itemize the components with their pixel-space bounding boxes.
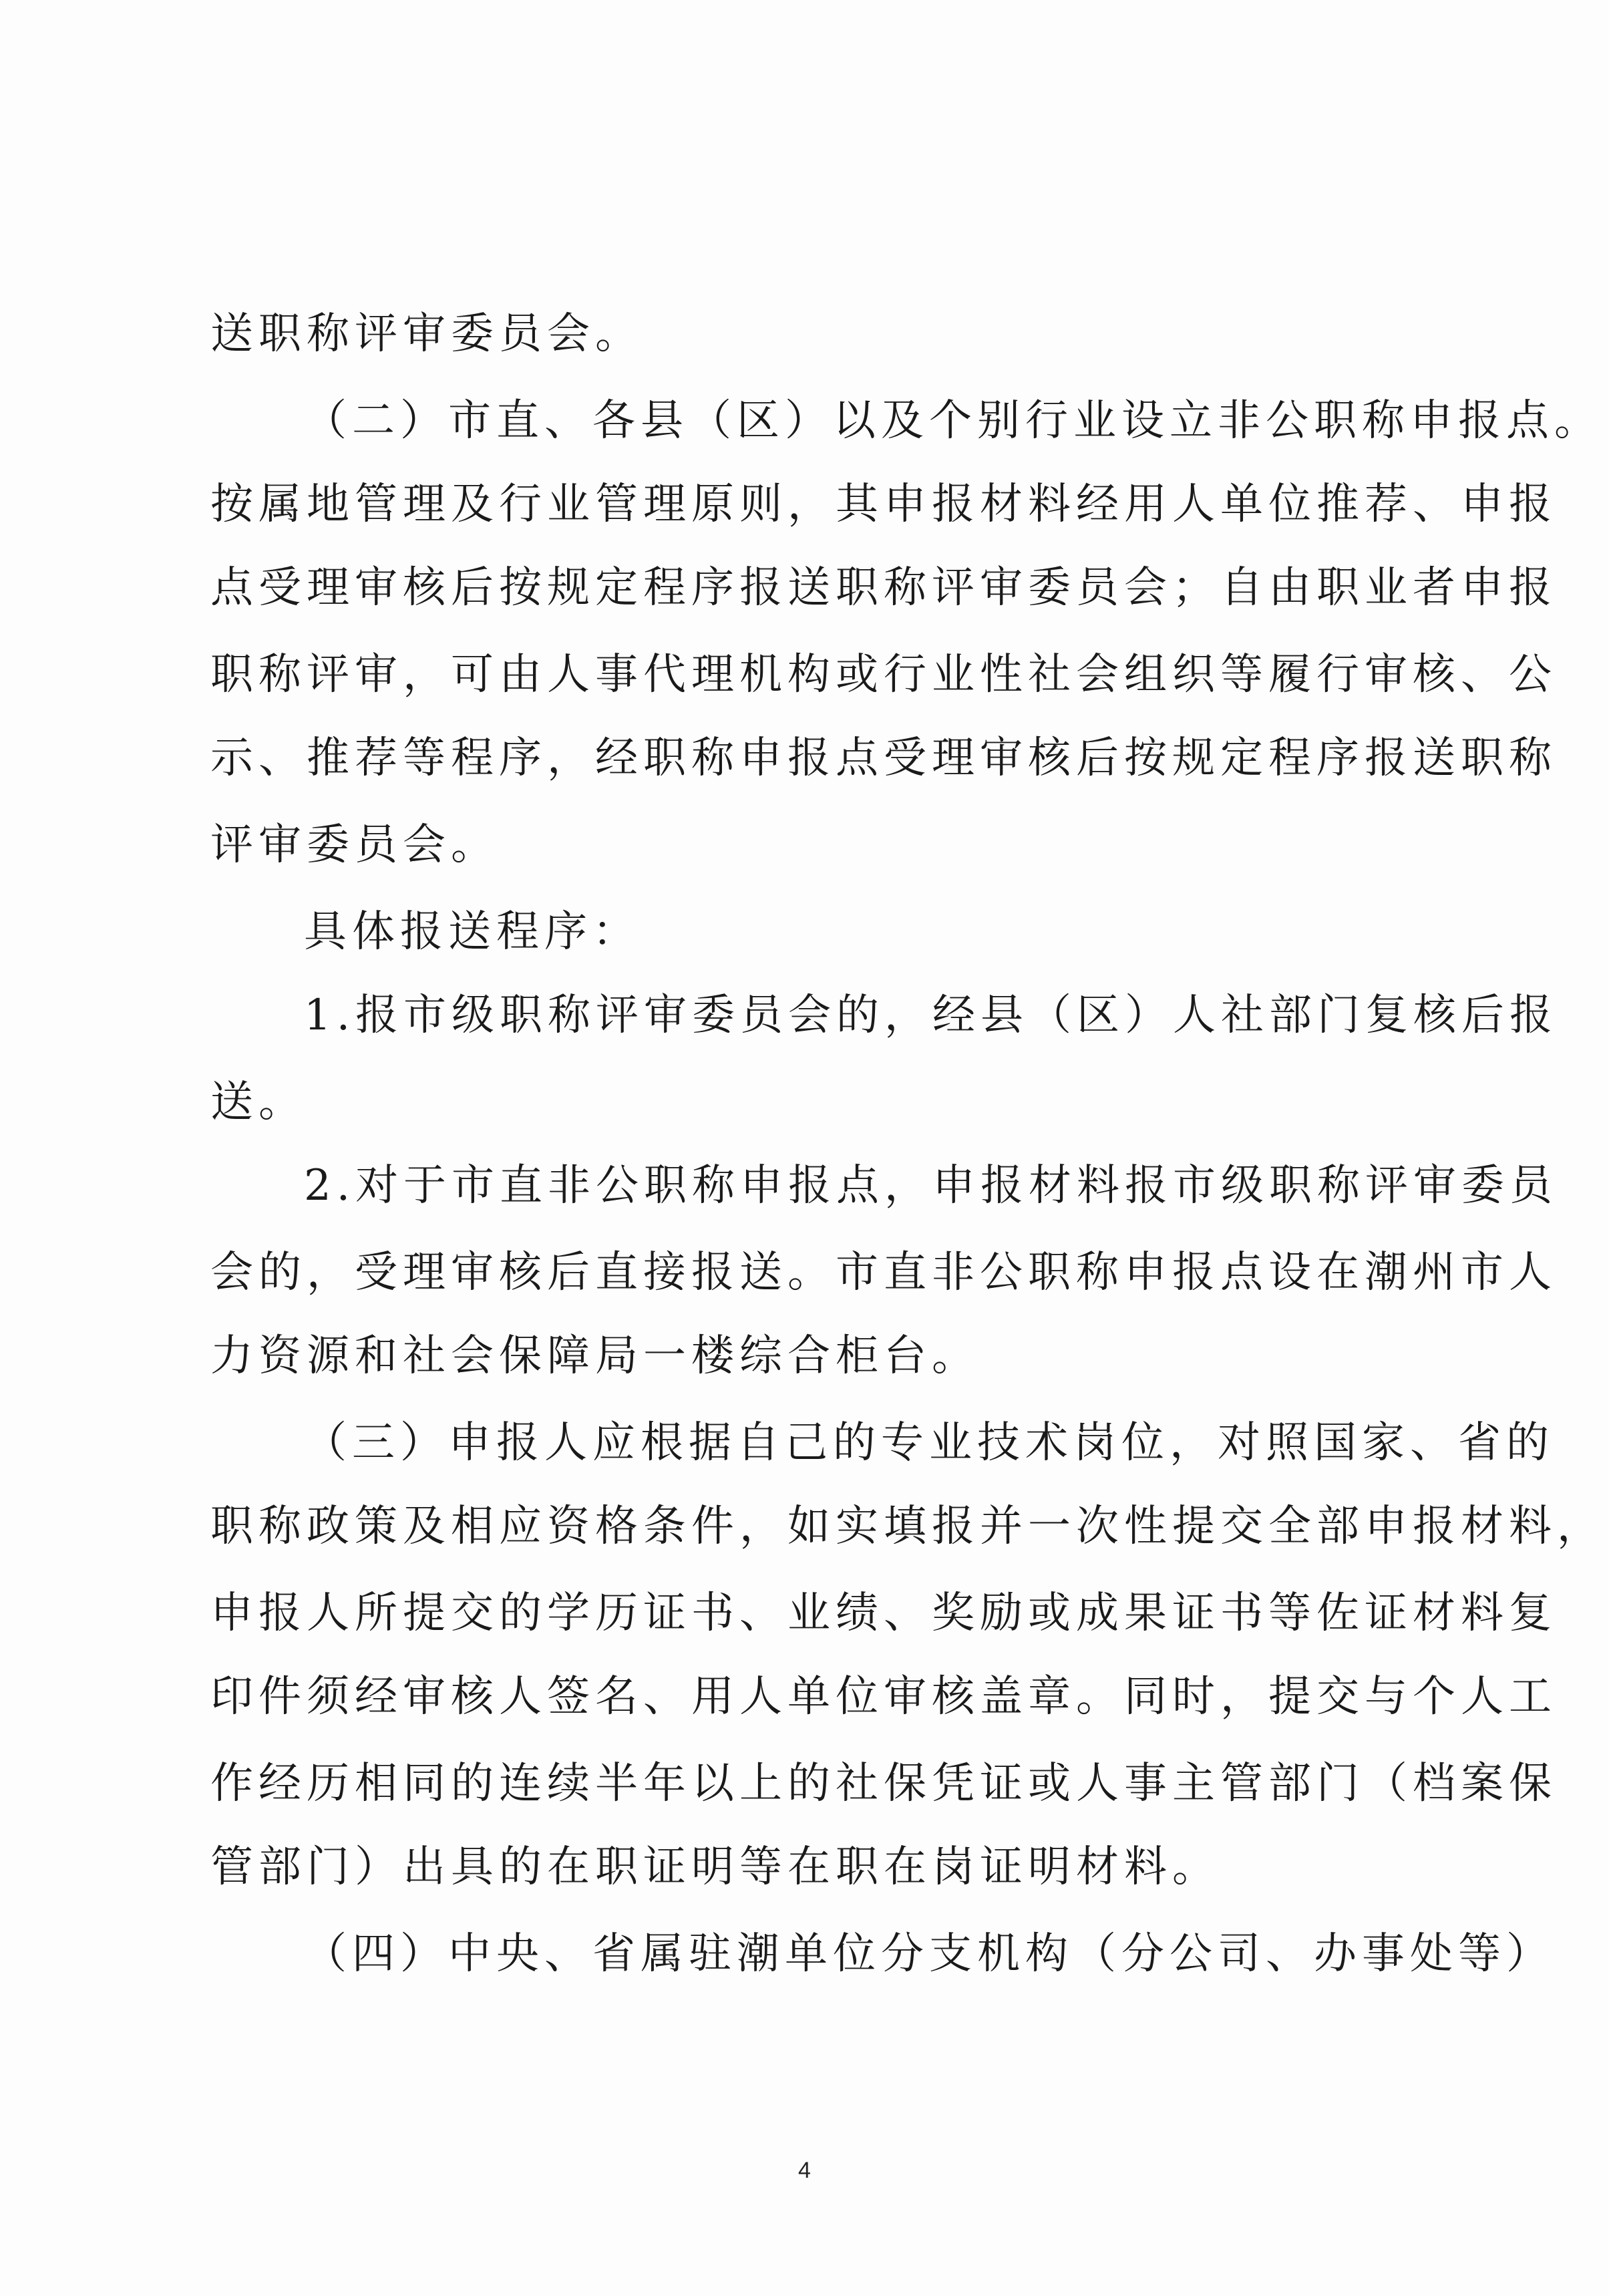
text-line: 职称评审，可由人事代理机构或行业性社会组织等履行审核、公 [210,650,1557,699]
text-line: 点受理审核后按规定程序报送职称评审委员会；自由职业者申报 [210,563,1557,613]
text-line: 印件须经审核人签名、用人单位审核盖章。同时，提交与个人工 [210,1672,1557,1721]
text-line: 送。 [210,1078,307,1127]
text-line: 具体报送程序： [304,907,641,957]
text-line: 送职称评审委员会。 [210,309,643,359]
text-line: 职称政策及相应资格条件，如实填报并一次性提交全部申报材料， [210,1502,1605,1551]
text-line: （三）申报人应根据自己的专业技术岗位，对照国家、省的 [304,1418,1554,1468]
text-line: 管部门）出具的在职证明等在职在岗证明材料。 [210,1842,1220,1892]
text-line: （二）市直、各县（区）以及个别行业设立非公职称申报点。 [304,396,1602,446]
text-line: 会的，受理审核后直接报送。市直非公职称申报点设在潮州市人 [210,1248,1557,1297]
text-line: 作经历相同的连续半年以上的社保凭证或人事主管部门（档案保 [210,1759,1557,1808]
text-line: 示、推荐等程序，经职称申报点受理审核后按规定程序报送职称 [210,733,1557,783]
text-line: 1.报市级职称评审委员会的，经县（区）人社部门复核后报 [304,991,1558,1040]
text-line: 评审委员会。 [210,820,499,870]
text-line: 力资源和社会保障局一楼综合柜台。 [210,1331,980,1381]
text-line: 申报人所提交的学历证书、业绩、奖励或成果证书等佐证材料复 [210,1589,1557,1638]
page-number: 4 [798,2158,811,2183]
text-line: （四）中央、省属驻潮单位分支机构（分公司、办事处等） [304,1929,1554,1979]
text-line: 按属地管理及行业管理原则，其申报材料经用人单位推荐、申报 [210,480,1557,529]
text-line: 2.对于市直非公职称申报点，申报材料报市级职称评审委员 [304,1161,1558,1210]
